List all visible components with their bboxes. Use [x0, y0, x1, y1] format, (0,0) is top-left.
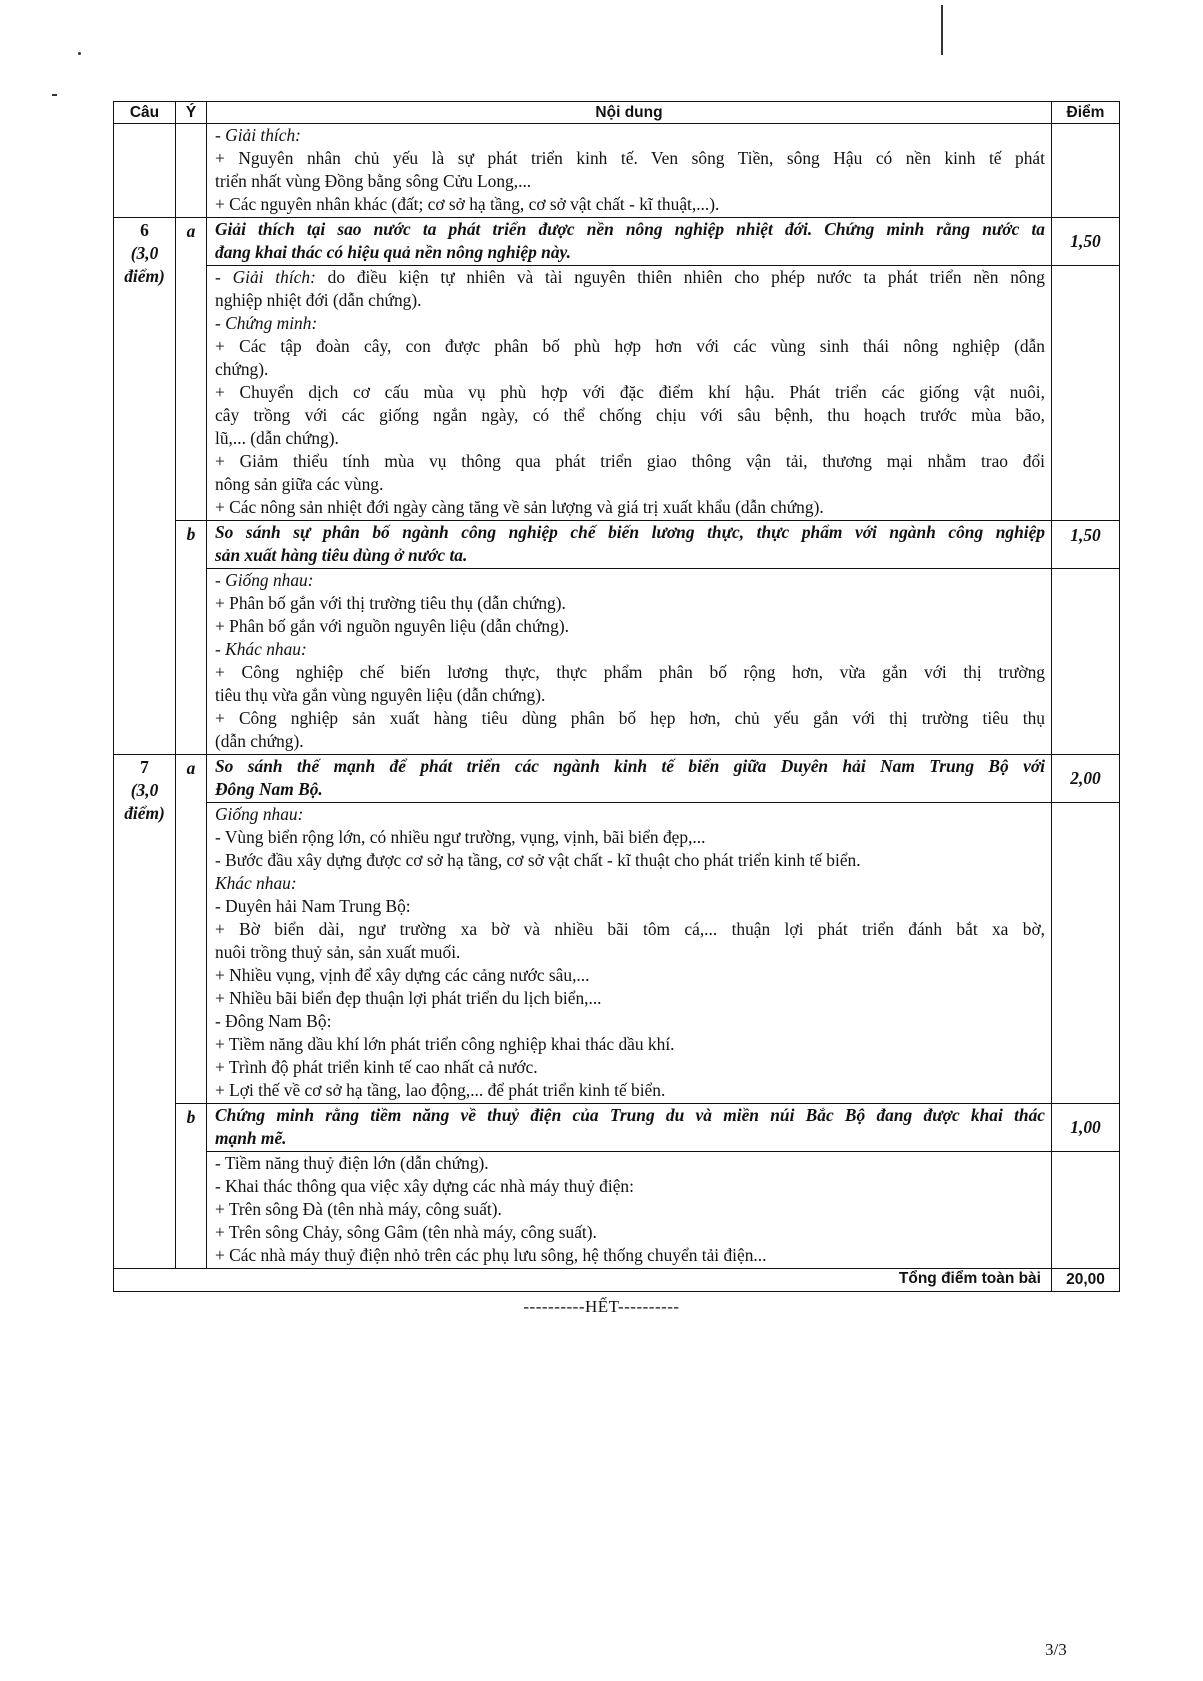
- sub-item-b: b: [176, 1104, 207, 1269]
- answer-content: [207, 124, 1052, 218]
- table-row: [114, 1104, 1120, 1152]
- scan-artifact-dot: [78, 52, 81, 55]
- end-mark: ----------HẾT----------: [523, 1297, 680, 1316]
- header-points: Điểm: [1052, 102, 1120, 124]
- question-line: đang khai thác có hiệu quả nền nông nghiệp này.: [215, 242, 571, 262]
- answer-line: - Duyên hải Nam Trung Bộ:: [215, 896, 411, 916]
- points-cell-empty: [1052, 124, 1120, 218]
- answer-line: + Nhiều vụng, vịnh để xây dựng các cảng nước sâu,...: [215, 965, 590, 985]
- sub-question: [207, 1104, 1052, 1152]
- answer-line: - Bước đầu xây dựng được cơ sở hạ tầng, cơ sở vật chất - kĩ thuật cho phát triển kinh tế biển.: [215, 850, 861, 870]
- table-row: [114, 755, 1120, 803]
- table-row: [114, 218, 1120, 266]
- question-line: Chứng minh rằng tiềm năng về thuỷ điện của Trung du và miền núi Bắc Bộ đang được khai thác: [215, 1105, 1045, 1125]
- answer-line: Giống nhau:: [215, 804, 304, 824]
- sub-cell-empty: [176, 124, 207, 218]
- question-line: mạnh mẽ.: [215, 1128, 287, 1148]
- table-row: [114, 569, 1120, 755]
- answer-line: + Các nông sản nhiệt đới ngày càng tăng về sản lượng và giá trị xuất khẩu (dẫn chứng).: [215, 497, 824, 517]
- answer-content: [207, 1152, 1052, 1269]
- answer-line: + Phân bố gắn với thị trường tiêu thụ (dẫn chứng).: [215, 593, 566, 613]
- points-cell-empty: [1052, 569, 1120, 755]
- answer-line: + Bờ biển dài, ngư trường xa bờ và nhiều bãi tôm cá,... thuận lợi phát triển đánh bắt xa bờ,: [215, 919, 1045, 939]
- answer-line: nghiệp nhiệt đới (dẫn chứng).: [215, 290, 422, 310]
- answer-line: tiêu thụ vừa gắn vùng nguyên liệu (dẫn chứng).: [215, 685, 546, 705]
- answer-content: [207, 569, 1052, 755]
- sub-item-a: a: [176, 755, 207, 1104]
- answer-line: - Khai thác thông qua việc xây dựng các nhà máy thuỷ điện:: [215, 1176, 634, 1196]
- answer-line: - Khác nhau:: [215, 639, 307, 659]
- sub-item-b: b: [176, 521, 207, 755]
- answer-line: - Giải thích:: [215, 125, 301, 145]
- answer-line: chứng).: [215, 359, 269, 379]
- page-number: 3/3: [1045, 1640, 1067, 1659]
- answer-line: + Tiềm năng dầu khí lớn phát triển công nghiệp khai thác dầu khí.: [215, 1034, 675, 1054]
- scan-artifact-line: [941, 5, 943, 55]
- sub-item-a: a: [176, 218, 207, 521]
- table-row: [114, 266, 1120, 521]
- question-points-label: (3,0: [130, 780, 159, 800]
- answer-line: lũ,... (dẫn chứng).: [215, 428, 339, 448]
- points-cell-empty: [1052, 1152, 1120, 1269]
- scan-artifact-dot: [52, 94, 57, 96]
- answer-content: [207, 803, 1052, 1104]
- answer-line: + Lợi thế về cơ sở hạ tầng, lao động,... để phát triển kinh tế biển.: [215, 1080, 666, 1100]
- total-row: [114, 1269, 1120, 1292]
- answer-line: + Chuyển dịch cơ cấu mùa vụ phù hợp với đặc điểm khí hậu. Phát triển các giống vật nuôi,: [215, 382, 1045, 402]
- question-number-6: 6 (3,0 điểm): [114, 218, 176, 755]
- answer-line: cây trồng với các giống ngắn ngày, có thể chống chịu với sâu bệnh, thu hoạch trước mùa bão,: [215, 405, 1045, 425]
- question-line: sản xuất hàng tiêu dùng ở nước ta.: [215, 545, 468, 565]
- answer-line: triển nhất vùng Đồng bằng sông Cửu Long,...: [215, 171, 532, 191]
- answer-lead: - Giải thích:: [215, 267, 316, 287]
- answer-line: + Công nghiệp sản xuất hàng tiêu dùng phân bố hẹp hơn, chủ yếu gắn với thị trường tiêu thụ: [215, 708, 1045, 728]
- sub-question-score: 1,50: [1052, 521, 1120, 569]
- answer-line: - Giải thích: do điều kiện tự nhiên và tài nguyên thiên nhiên cho phép nước ta phát triển nền nông: [215, 267, 1046, 287]
- answer-line: + Công nghiệp chế biến lương thực, thực phẩm phân bố rộng hơn, vừa gắn với thị trường: [215, 662, 1045, 682]
- header-content: Nội dung: [207, 102, 1052, 124]
- question-points-unit: điểm): [124, 266, 165, 286]
- answer-line: - Tiềm năng thuỷ điện lớn (dẫn chứng).: [215, 1153, 489, 1173]
- answer-line: - Đông Nam Bộ:: [215, 1011, 332, 1031]
- points-cell-empty: [1052, 266, 1120, 521]
- table-row: [114, 124, 1120, 218]
- sub-question: [207, 521, 1052, 569]
- question-points-label: (3,0: [130, 243, 159, 263]
- table-header-row: [114, 102, 1120, 124]
- answer-line: - Giống nhau:: [215, 570, 314, 590]
- answer-line: + Các tập đoàn cây, con được phân bố phù hợp hơn với các vùng sinh thái nông nghiệp (dẫn: [215, 336, 1045, 356]
- table-row: [114, 803, 1120, 1104]
- header-y: Ý: [176, 102, 207, 124]
- header-cau: Câu: [114, 102, 176, 124]
- sub-question-score: 2,00: [1052, 755, 1120, 803]
- answer-line: + Trên sông Đà (tên nhà máy, công suất).: [215, 1199, 502, 1219]
- answer-line: - Vùng biển rộng lớn, có nhiều ngư trường, vụng, vịnh, bãi biển đẹp,...: [215, 827, 706, 847]
- answer-line: nuôi trồng thuỷ sản, sản xuất muối.: [215, 942, 461, 962]
- answer-line: + Nguyên nhân chủ yếu là sự phát triển kinh tế. Ven sông Tiền, sông Hậu có nền kinh tế phát: [215, 148, 1045, 168]
- answer-table: [113, 101, 1120, 1292]
- question-line: Giải thích tại sao nước ta phát triển được nền nông nghiệp nhiệt đới. Chứng minh rằng nước ta: [215, 219, 1045, 239]
- answer-line: + Các nguyên nhân khác (đất; cơ sở hạ tầng, cơ sở vật chất - kĩ thuật,...).: [215, 194, 720, 214]
- answer-line: + Các nhà máy thuỷ điện nhỏ trên các phụ lưu sông, hệ thống chuyển tải điện...: [215, 1245, 767, 1265]
- question-line: Đông Nam Bộ.: [215, 779, 323, 799]
- table-row: [114, 1152, 1120, 1269]
- answer-line: + Giảm thiểu tính mùa vụ thông qua phát triển giao thông vận tải, thương mại nhằm trao đổi: [215, 451, 1045, 471]
- points-cell-empty: [1052, 803, 1120, 1104]
- question-number-7: 7 (3,0 điểm): [114, 755, 176, 1269]
- answer-line: + Nhiều bãi biển đẹp thuận lợi phát triển du lịch biển,...: [215, 988, 602, 1008]
- question-line: So sánh sự phân bố ngành công nghiệp chế biến lương thực, thực phẩm với ngành công nghiệp: [215, 522, 1045, 542]
- answer-line: - Chứng minh:: [215, 313, 318, 333]
- question-points-unit: điểm): [124, 803, 165, 823]
- answer-line: + Trên sông Chảy, sông Gâm (tên nhà máy, công suất).: [215, 1222, 597, 1242]
- sub-question-score: 1,00: [1052, 1104, 1120, 1152]
- answer-line: Khác nhau:: [215, 873, 297, 893]
- sub-question: [207, 218, 1052, 266]
- answer-line: (dẫn chứng).: [215, 731, 304, 751]
- total-value: 20,00: [1052, 1269, 1120, 1292]
- table-row: [114, 521, 1120, 569]
- answer-line: + Trình độ phát triển kinh tế cao nhất cả nước.: [215, 1057, 538, 1077]
- sub-question: [207, 755, 1052, 803]
- sub-question-score: 1,50: [1052, 218, 1120, 266]
- answer-content: [207, 266, 1052, 521]
- answer-line: + Phân bố gắn với nguồn nguyên liệu (dẫn chứng).: [215, 616, 569, 636]
- question-line: So sánh thế mạnh để phát triển các ngành kinh tế biển giữa Duyên hải Nam Trung Bộ với: [215, 756, 1045, 776]
- total-label: Tổng điểm toàn bài: [114, 1269, 1052, 1292]
- answer-line: nông sản giữa các vùng.: [215, 474, 384, 494]
- question-cell-empty: [114, 124, 176, 218]
